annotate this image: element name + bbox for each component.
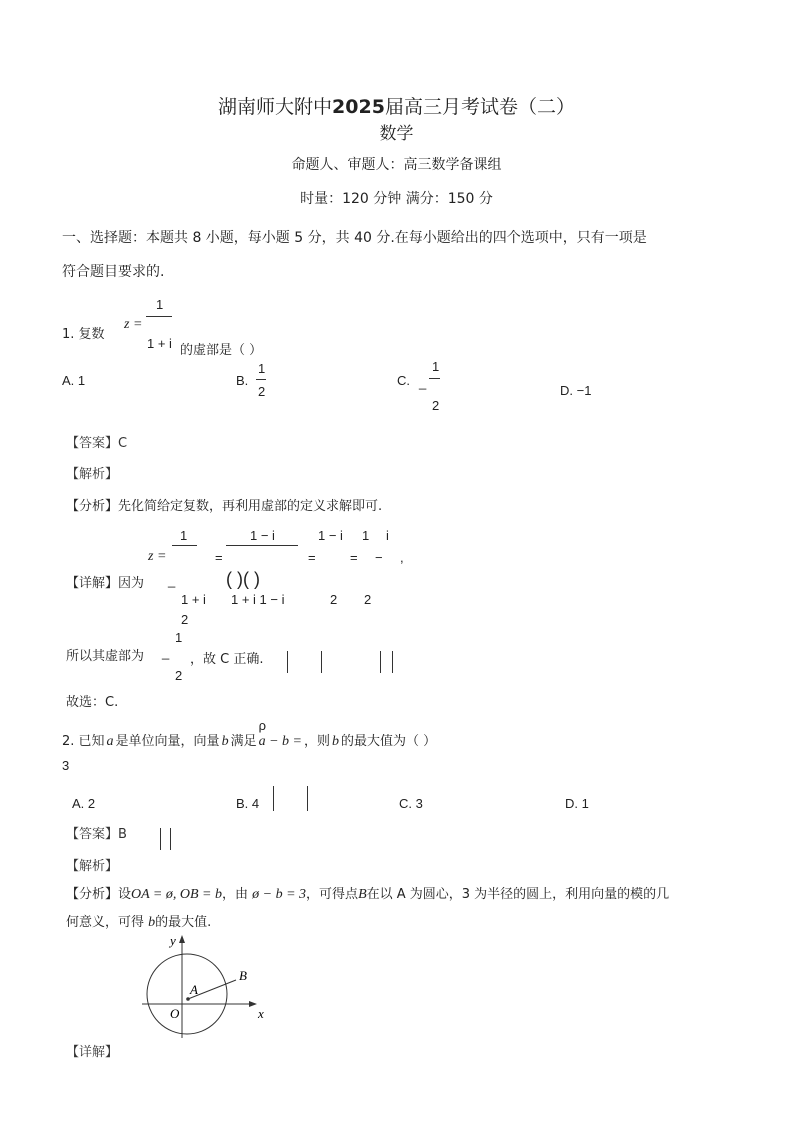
label-A: A <box>190 982 198 997</box>
abs-bar <box>307 786 308 811</box>
abs-bar <box>287 651 288 673</box>
eq-op: = <box>350 550 358 565</box>
q2-stem: 的最大值为（ ） <box>341 734 437 749</box>
q2-option-a: A. 2 <box>72 796 96 811</box>
q2-stem: 是单位向量，向量 <box>115 734 220 749</box>
eq-den: 2 <box>181 612 189 627</box>
q2-stem-line <box>62 718 438 749</box>
q1-jiexi: 【解析】 <box>66 467 119 482</box>
q1-imag-num: 1 <box>175 630 183 645</box>
eq-num: 1 <box>180 528 188 543</box>
q1-fenxi: 【分析】先化简给定复数，再利用虚部的定义求解即可. <box>66 499 383 514</box>
q2-expr-wrap <box>258 718 302 749</box>
q1-numerator: 1 <box>156 297 164 312</box>
expr: − b = 3 <box>259 887 307 902</box>
q1-conclusion: 故选：C. <box>66 695 119 710</box>
q2-stem: ，则 <box>303 734 330 749</box>
title-year: 2025 <box>332 96 385 118</box>
q1-option-c-den: 2 <box>432 398 440 413</box>
q1-option-a: A. 1 <box>62 373 86 388</box>
q2-detail: 【详解】 <box>66 1045 119 1060</box>
q2-jiexi: 【解析】 <box>66 859 119 874</box>
q2-fenxi-line2 <box>66 916 211 930</box>
eq-den: 1 + i 1 − i <box>231 592 285 607</box>
q1-imag-den: 2 <box>175 668 183 683</box>
text: ，可得点 <box>306 887 359 902</box>
vec-b: b <box>148 915 156 930</box>
point-B: B <box>358 887 367 902</box>
q1-option-b-den: 2 <box>258 384 266 399</box>
fraction-bar <box>172 545 197 546</box>
circle <box>147 954 227 1034</box>
fraction-bar <box>226 545 298 546</box>
section-instructions: 一、选择题：本题共 8 小题，每小题 5 分，共 40 分.在每小题给出的四个选项中，只有一项是 <box>62 230 647 246</box>
q2-var-b: b <box>221 734 229 749</box>
q2-option-d: D. 1 <box>565 796 589 811</box>
q1-option-c-sign: _ <box>419 375 427 390</box>
q2-var-a: a <box>106 734 114 749</box>
text: 的最大值. <box>155 915 212 930</box>
vec-OB: , OB = <box>172 887 215 902</box>
vec-OA: OA = <box>131 887 166 902</box>
q2-three: 3 <box>62 758 70 773</box>
text: 何意义，可得 <box>66 915 145 930</box>
text: 【分析】设 <box>66 887 132 902</box>
text: 在以 A 为圆心，3 为半径的圆上，利用向量的模的几 <box>366 887 670 902</box>
section-instructions-2: 符合题目要求的. <box>62 264 165 280</box>
q1-option-b: B. <box>236 373 249 388</box>
q1-z: z = <box>124 317 143 332</box>
eq-den: 1 + i <box>181 592 206 607</box>
q1-denominator: 1 + i <box>147 336 172 351</box>
authors: 命题人、审题人：高三数学备课组 <box>291 157 502 173</box>
eq-num: 1 <box>362 528 370 543</box>
q1-imag-suffix: ，故 C 正确. <box>190 652 264 667</box>
abs-bar <box>392 651 393 673</box>
text: ，由 <box>221 887 248 902</box>
y-arrow <box>179 935 185 943</box>
q1-option-d: D. −1 <box>560 383 592 398</box>
eq-num: 1 − i <box>250 528 275 543</box>
abs-bar <box>160 828 161 850</box>
q2-expr: a − b = <box>258 734 302 749</box>
q2-var-b: b <box>332 734 339 749</box>
q2-fenxi-line1 <box>66 888 669 902</box>
q2-rho: ρ <box>258 718 266 733</box>
eq-op: = <box>308 550 316 565</box>
label-B: B <box>239 968 247 983</box>
label-O: O <box>170 1006 180 1021</box>
eq-den: 2 <box>364 592 372 607</box>
abs-bar <box>170 828 171 850</box>
label-y: y <box>170 934 176 948</box>
exam-title <box>0 98 793 117</box>
subject: 数学 <box>379 124 414 144</box>
eq-num: i <box>386 528 389 543</box>
q1-answer: 【答案】C <box>66 436 128 451</box>
label-x: x <box>258 1006 264 1021</box>
time-score: 时量：120 分钟 满分：150 分 <box>300 191 493 207</box>
abs-bar <box>273 786 274 811</box>
point-A <box>186 997 190 1001</box>
q2-option-b: B. 4 <box>236 796 260 811</box>
title-rest: 届高三月考试卷（二） <box>384 96 575 118</box>
eq-minus: _ <box>168 573 176 588</box>
q1-option-c-num: 1 <box>432 359 440 374</box>
q1-imag-sign: _ <box>162 645 170 660</box>
fraction-bar <box>146 316 172 317</box>
eq-op: − <box>375 550 383 565</box>
q2-answer: 【答案】B <box>66 827 127 842</box>
eq-parens: ( )( ) <box>226 569 260 589</box>
fraction-bar <box>256 379 266 380</box>
eq-op: , <box>400 550 404 565</box>
vec-a: ø <box>252 887 260 902</box>
q1-number: 1. 复数 <box>62 327 105 342</box>
title-school: 湖南师大附中 <box>218 96 333 118</box>
eq-z: z = <box>148 549 167 564</box>
abs-bar <box>321 651 322 673</box>
q1-option-b-num: 1 <box>258 361 266 376</box>
q1-suffix: 的虚部是（ ） <box>180 343 263 358</box>
abs-bar <box>380 651 381 673</box>
eq-den: 2 <box>330 592 338 607</box>
eq-num: 1 − i <box>318 528 343 543</box>
vec-b: b <box>214 887 222 902</box>
vector-circle-figure <box>140 934 270 1039</box>
x-arrow <box>249 1001 257 1007</box>
q1-detail-label: 【详解】因为 <box>66 576 145 591</box>
q2-stem: 满足 <box>230 734 257 749</box>
q1-option-c: C. <box>397 373 410 388</box>
vec-a: ø <box>165 887 173 902</box>
eq-op: = <box>215 550 223 565</box>
fraction-bar <box>429 378 440 379</box>
q1-imag-label: 所以其虚部为 <box>66 649 145 664</box>
q2-stem: 2. 已知 <box>62 734 105 749</box>
q2-option-c: C. 3 <box>399 796 423 811</box>
